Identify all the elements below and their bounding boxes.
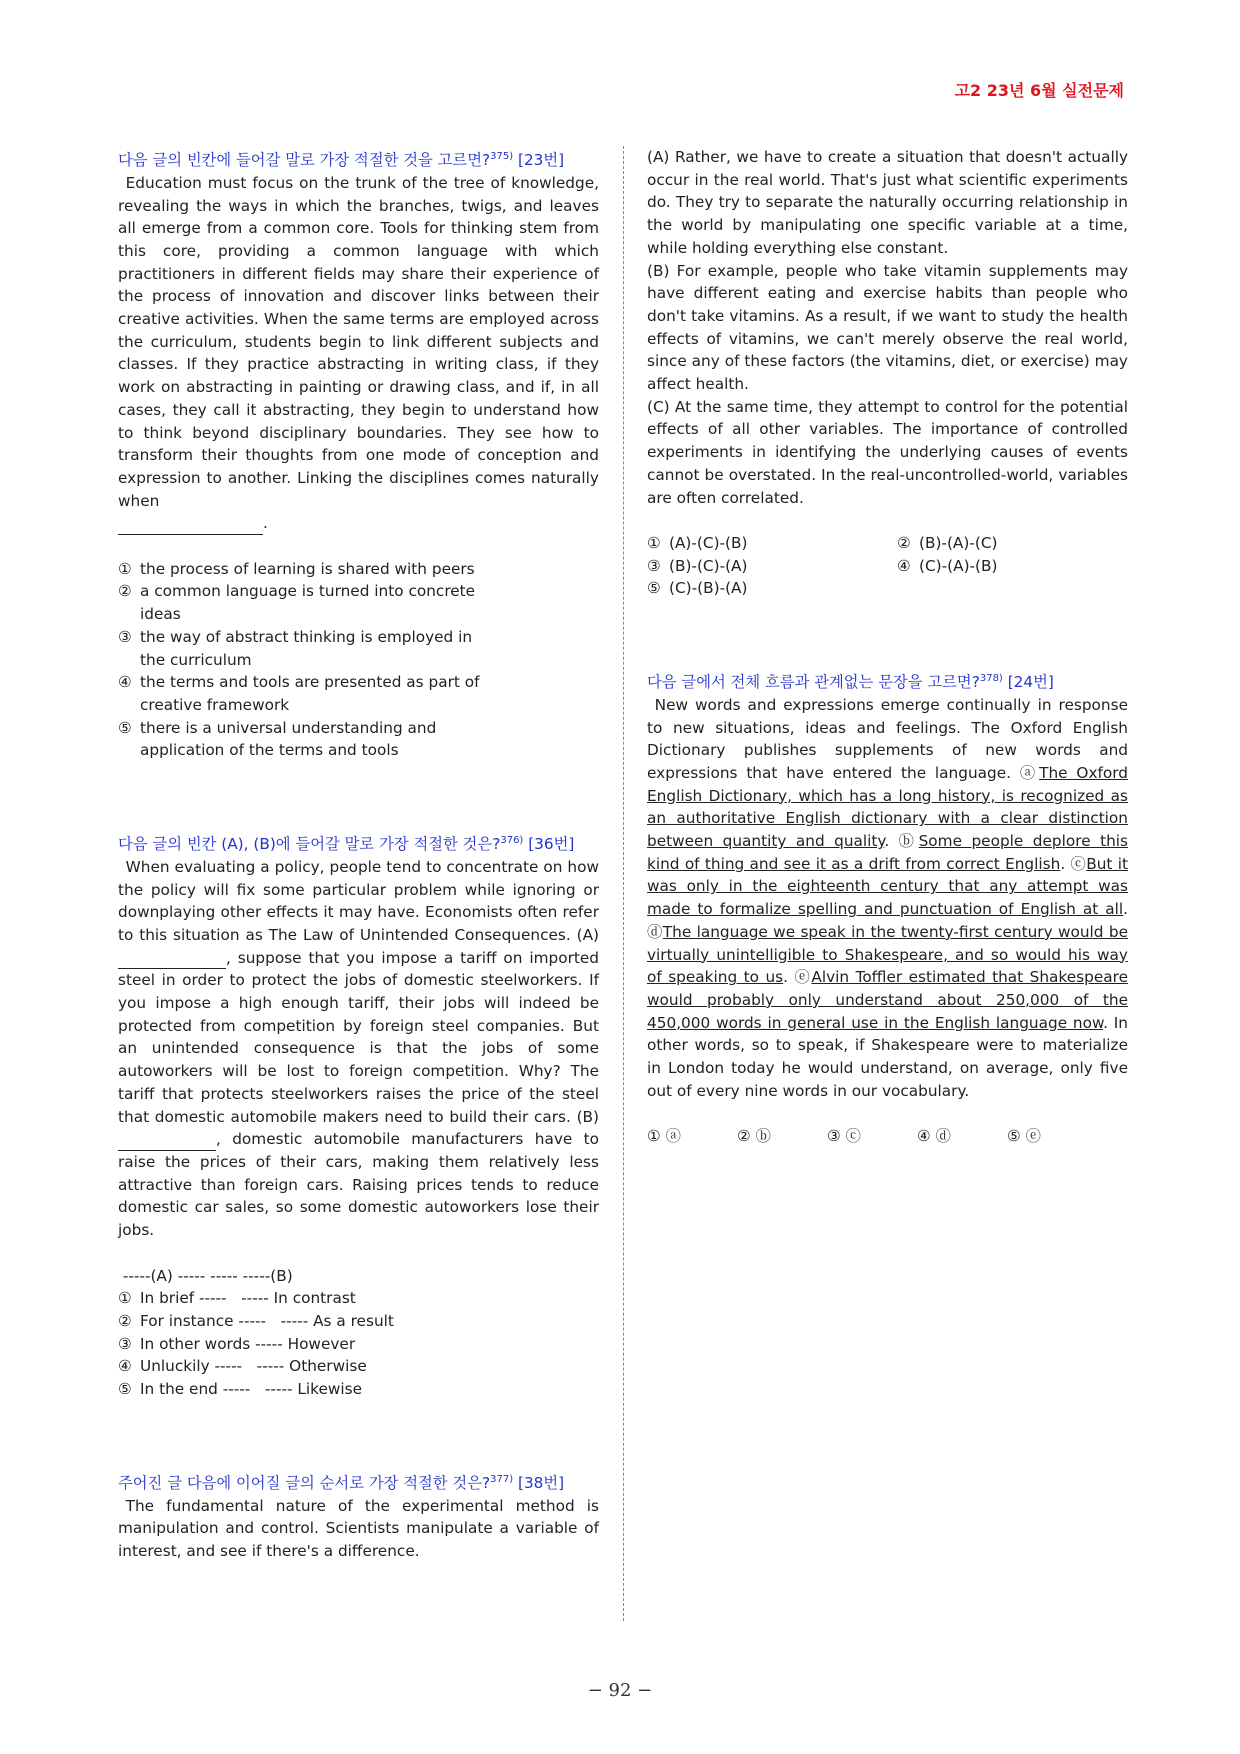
question-378-options [647,1125,1128,1148]
question-376-passage: When evaluating a policy, people tend to concentrate on how the policy will fix some particular problem while ignoring or downplaying other effects it may have. Economists often refer to this situation as The Law of Unintended Consequences. (A), suppose that you impose a tariff on imported steel in order to protect the jobs of domestic steelworkers. If you impose a high enough tariff, their jobs will indeed be protected from competition by foreign steel companies. But an unintended consequence is that the jobs of some autoworkers will be lost to foreign competition. Why? The tariff that protects steelworkers raises the price of the steel that domestic automobile makers need to build their cars. (B), domestic automobile manufacturers have to raise the prices of their cars, making them relatively less attractive than foreign cars. Raising prices tends to reduce domestic car sales, so some domestic autoworkers lose their jobs. [118,857,599,1240]
option-4[interactable]: ④ Unluckily ----- ----- Otherwise [118,1357,367,1376]
option-5[interactable]: ⑤ there is a universal understanding and application of the terms and tools [118,718,437,760]
answer-blank [118,516,263,535]
question-377-paragraph-c: (C) At the same time, they attempt to control for the potential effects of all other variables. The importance of controlled experiments in identifying the underlying causes of events cannot be overstated. In the real-uncontrolled-world, variables are often correlated. [647,397,1128,507]
question-378-passage: New words and expressions emerge continually in response to new situations, ideas and feelings. The Oxford English Dictionary publishes supplements of new words and expressions that have entered the language. ⓐThe Oxford English Dictionary, which has a long history, is recognized as an authoritative English dictionary with a clear distinction between quantity and quality. ⓑSome people deplore this kind of thing and see it as a drift from correct English. ⓒBut it was only in the eighteenth century that any attempt was made to formalize spelling and punctuation of English at all. ⓓThe language we speak in the twenty-first century would be virtually unintelligible to Shakespeare, and so would his way of speaking to us. ⓔAlvin Toffler estimated that Shakespeare would probably only understand about 250,000 of the 450,000 words in general use in the English language now. In other words, so to speak, if Shakespeare were to materialize in London today he would understand, on average, only five out of every nine words in our vocabulary. [647,695,1128,1100]
question-377-title: 주어진 글 다음에 이어질 글의 순서로 가장 적절한 것은?$^{377)}$ [38번] [118,1473,565,1492]
question-377-paragraph-b: (B) For example, people who take vitamin supplements may have different eating and exercise habits than people who don't take vitamins. As a result, if we want to study the health effects of vitamins, we can't merely observe the real world, since any of these factors (the vitamins, diet, or exercise) may affect health. [647,261,1128,394]
option-3[interactable]: ③ the way of abstract thinking is employed in the curriculum [118,627,473,669]
option-3[interactable]: ③ In other words ----- However [118,1334,356,1353]
option-5[interactable]: ⑤ ⓔ [1007,1127,1041,1146]
option-4[interactable]: ④ (C)-(A)-(B) [897,556,998,575]
option-4[interactable]: ④ ⓓ [917,1127,951,1146]
sentence-e: Alvin Toffler estimated that Shakespeare would probably only understand about 250,000 of the 450,000 words in general use in the English language now [647,968,1128,1032]
option-5[interactable]: ⑤ (C)-(B)-(A) [647,579,748,598]
option-4[interactable]: ④ the terms and tools are presented as part of creative framework [118,673,480,714]
option-2[interactable]: ② a common language is turned into concrete ideas [118,582,476,624]
option-1[interactable]: ① In brief ----- ----- In contrast [118,1289,356,1308]
question-377-paragraph-a: (A) Rather, we have to create a situation that doesn't actually occur in the real world. That's just what scientific experiments do. They try to separate the naturally occurring relationship in the world by manipulating one specific variable at a time, while holding everything else constant. [647,148,1128,257]
question-377-options [647,532,1128,600]
right-column [647,146,1128,1148]
sentence-d: The language we speak in the twenty-first century would be virtually unintelligible to Shakespeare, and so would his way of speaking to us [647,922,1128,987]
option-1[interactable]: ① ⓐ [647,1127,681,1146]
left-column [118,146,599,1563]
option-2[interactable]: ② For instance ----- ----- As a result [118,1311,394,1330]
question-376-title: 다음 글의 빈칸 (A), (B)에 들어갈 말로 가장 적절한 것은?$^{376)}$ [36번] [118,835,575,854]
blank-b [118,1134,216,1151]
column-divider [623,146,624,1621]
question-378-title: 다음 글에서 전체 흐름과 관계없는 문장을 고르면?$^{378)}$ [24번] [647,673,1054,692]
option-2[interactable]: ② (B)-(A)-(C) [897,533,998,552]
question-375-passage: Education must focus on the trunk of the tree of knowledge, revealing the ways in which the branches, twigs, and leaves all emerge from a common core. Tools for thinking stem from this core, providing a common language with which practitioners in different fields may share their experience of the process of innovation and discover links between their creative activities. When the same terms are employed across the curriculum, students begin to link different subjects and classes. If they practice abstracting in writing class, if they work on abstracting in painting or drawing class, and if, in all cases, they call it abstracting, they begin to understand how to think beyond disciplinary boundaries. They see how to transform their thoughts from one mode of conception and expression to another. Linking the disciplines comes naturally when . [118,172,599,535]
page-header-title: 고2 23년 6월 실전문제 [954,81,1124,100]
option-3[interactable]: ③ ⓒ [827,1127,861,1146]
option-3[interactable]: ③ (B)-(C)-(A) [647,556,748,575]
question-377-intro: The fundamental nature of the experimental method is manipulation and control. Scientists manipulate a variable of interest, and see if there's a difference. [118,1496,599,1560]
sentence-a: The Oxford English Dictionary, which has a long history, is recognized as an authoritative English dictionary with a clear distinction between quantity and quality [647,763,1128,851]
question-376-options [118,1287,599,1401]
question-375-options [118,558,599,762]
page-number: − 92 − [587,1680,653,1701]
question-375-title: 다음 글의 빈칸에 들어갈 말로 가장 적절한 것을 고르면?$^{375)}$ [23번] [118,151,565,170]
option-1[interactable]: ① the process of learning is shared with peers [118,559,475,578]
question-376-options-header: -----(A) ----- ----- -----(B) [118,1266,293,1285]
option-2[interactable]: ② ⓑ [737,1127,771,1146]
option-5[interactable]: ⑤ In the end ----- ----- Likewise [118,1380,362,1399]
blank-a [118,952,226,969]
sentence-c: But it was only in the eighteenth century that any attempt was made to formalize spelling and punctuation of English at all [647,854,1128,919]
option-1[interactable]: ① (A)-(C)-(B) [647,533,748,552]
sentence-b: Some people deplore this kind of thing and see it as a drift from correct English [647,832,1128,873]
